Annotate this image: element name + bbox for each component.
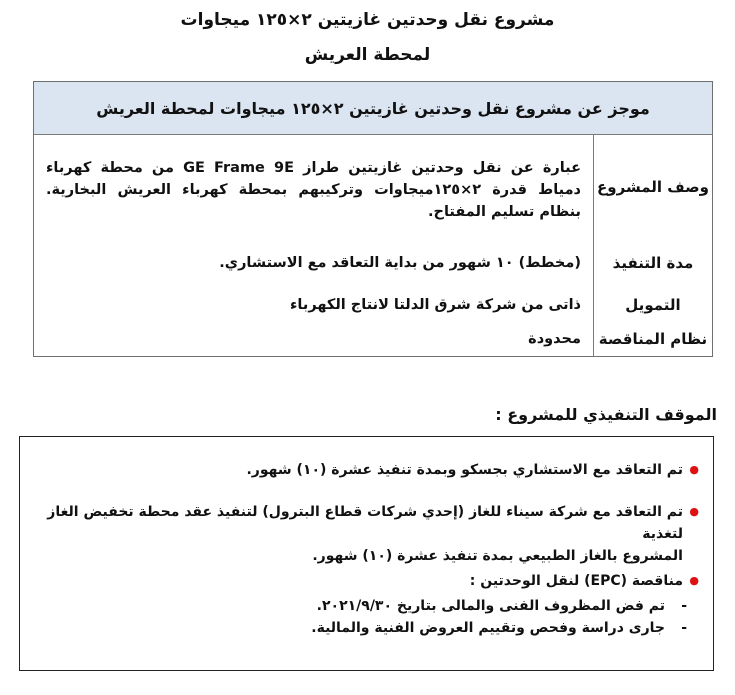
row-label-description: وصف المشروع (594, 135, 713, 239)
bullet-icon: ● (689, 505, 699, 518)
status-box (19, 436, 714, 671)
table-row (34, 239, 713, 287)
bullet-icon: ● (689, 574, 699, 587)
row-value-description: عبارة عن نقل وحدتين غازيتين طراز GE Frame 9E من محطة كهرباء دمياط قدرة ٢×١٢٥ميجاوات وتركيبهم بمحطة كهرباء العريش البخارية. بنظام تسليم المفتاح. (46, 159, 582, 220)
status-subitem-evaluation (311, 618, 665, 638)
status-item-text: تم التعاقد مع الاستشاري بجسكو وبمدة تنفيذ عشرة (١٠) شهور. (246, 462, 683, 478)
status-item-text: تم التعاقد مع شركة سيناء للغاز (إحدي شركات قطاع البترول) لتنفيذ عقد محطة تخفيض الغاز لتغذية (47, 504, 683, 542)
status-subitem-text: جارى دراسة وفحص وتقييم العروض الفنية والمالية. (311, 620, 665, 636)
status-item-consultant (246, 459, 699, 481)
status-item-text: مناقصة (EPC) لنقل الوحدتين : (469, 573, 683, 589)
table-row (34, 323, 713, 357)
bullet-icon: ● (689, 463, 699, 476)
project-summary-table (33, 81, 713, 357)
page-title: مشروع نقل وحدتين غازيتين ٢×١٢٥ ميجاوات (180, 10, 555, 30)
row-label-duration: مدة التنفيذ (594, 239, 713, 287)
summary-table-header: موجز عن مشروع نقل وحدتين غازيتين ٢×١٢٥ ميجاوات لمحطة العريش (34, 82, 713, 135)
status-item-gas (20, 501, 699, 567)
table-row (34, 135, 713, 239)
status-subitem-opening (317, 596, 665, 616)
table-row (34, 287, 713, 323)
row-value-funding: ذاتى من شركة شرق الدلتا لانتاج الكهرباء (290, 296, 581, 313)
status-subitem-text: تم فض المظروف الفنى والمالى بتاريخ ٢٠٢١/٩/٣٠. (316, 598, 665, 614)
row-label-tender: نظام المناقصة (594, 323, 713, 357)
row-label-funding: التمويل (594, 287, 713, 323)
status-item-epc (469, 570, 699, 592)
row-value-tender: محدودة (528, 331, 581, 348)
status-item-text: المشروع بالغاز الطبيعي بمدة تنفيذ عشرة (١٠) شهور. (312, 548, 683, 564)
row-value-duration: (مخطط) ١٠ شهور من بداية التعاقد مع الاستشاري. (219, 254, 581, 271)
status-section-title: الموقف التنفيذي للمشروع : (495, 405, 717, 424)
page-subtitle: لمحطة العريش (304, 45, 431, 65)
